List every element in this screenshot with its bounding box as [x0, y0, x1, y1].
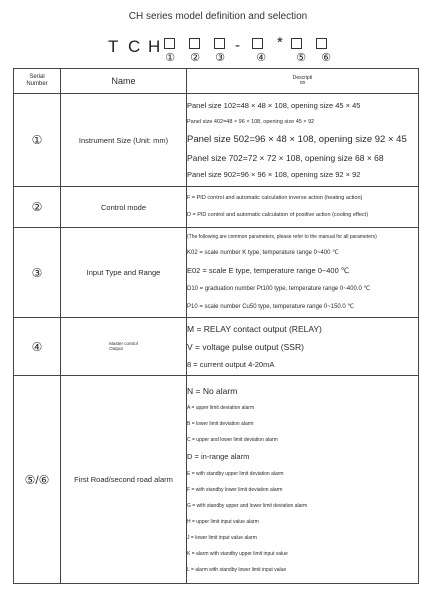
- description-line: D10 = graduation number Pt100 type, temperature range 0~400.0 ℃: [187, 285, 371, 292]
- row-name: First Road/second road alarm: [61, 376, 187, 584]
- description-line: K02 = scale number K type, temperature range 0~400 ℃: [187, 249, 339, 256]
- model-box-4: [252, 38, 263, 49]
- description-line: F = PID control and automatic calculation inverse action (heating action): [187, 195, 363, 201]
- row-serial: ⑤/⑥: [14, 376, 61, 584]
- description-line: A = upper limit deviation alarm: [187, 404, 255, 411]
- model-star: *: [277, 34, 283, 51]
- table-row-control-mode: [14, 187, 419, 228]
- model-box-5: [291, 38, 302, 49]
- description-line: Panel size 502=96 × 48 × 108, opening size 92 × 45: [187, 133, 407, 145]
- description-line: Panel size 702=72 × 72 × 108, opening size 68 × 68: [187, 152, 384, 163]
- model-position-6: ⑥: [321, 52, 331, 64]
- model-position-4: ④: [256, 52, 266, 64]
- model-letter-h: H: [148, 37, 161, 56]
- spec-table: [13, 68, 419, 584]
- description-line: Panel size 902=96 × 96 × 108, opening size 92 × 92: [187, 169, 361, 179]
- model-letter-t: T: [108, 37, 119, 56]
- model-box-6: [316, 38, 327, 49]
- row-name: Control mode: [61, 187, 187, 228]
- row-name: Instrument Size (Unit: mm): [61, 94, 187, 187]
- description-line: Panel size 402=48 × 96 × 108, opening size 45 × 92: [187, 118, 315, 125]
- description-line: F = with standby lower limit deviation alarm: [187, 486, 283, 493]
- model-box-2: [189, 38, 200, 49]
- page-title: CH series model definition and selection: [128, 11, 308, 22]
- description-line: (The following are common parameters, please refer to the manual for all parameters): [187, 233, 377, 240]
- description-line: J = lower limit input value alarm: [187, 534, 257, 541]
- row-description: [187, 228, 419, 318]
- model-box-3: [214, 38, 225, 49]
- row-serial: ①: [14, 94, 61, 187]
- description-line: D = in-range alarm: [187, 451, 250, 461]
- header-name: Name: [61, 69, 187, 94]
- description-line: Panel size 102=48 × 48 × 108, opening size 45 × 45: [187, 100, 361, 110]
- table-row-master-output: [14, 318, 419, 376]
- description-line: M = RELAY contact output (RELAY): [187, 323, 322, 334]
- row-description: [187, 318, 419, 376]
- table-row-alarm: [14, 376, 419, 584]
- description-line: D = PID control and automatic calculation of positive action (cooling effect): [187, 212, 369, 218]
- description-line: G = with standby upper and lower limit deviation alarm: [187, 502, 308, 509]
- description-line: L = alarm with standby lower limit input value: [187, 566, 287, 573]
- row-name: Input Type and Range: [61, 228, 187, 318]
- description-line: E = with standby upper limit deviation alarm: [187, 470, 284, 477]
- description-line: 8 = current output 4-20mA: [187, 359, 275, 369]
- description-line: K = alarm with standby upper limit input value: [187, 550, 288, 557]
- model-letter-c: C: [128, 37, 141, 56]
- description-line: V = voltage pulse output (SSR): [187, 341, 304, 352]
- description-line: P10 = scale number Cu50 type, temperature range 0~150.0 ℃: [187, 303, 355, 310]
- description-line: E02 = scale E type, temperature range 0~400 ℃: [187, 265, 350, 275]
- row-serial: ②: [14, 187, 61, 228]
- table-row-instrument-size: [14, 94, 419, 187]
- row-name: Master control Output: [61, 318, 187, 376]
- description-line: C = upper and lower limit deviation alarm: [187, 436, 278, 443]
- model-position-3: ③: [215, 52, 225, 64]
- row-description: [187, 94, 419, 187]
- description-line: B = lower limit deviation alarm: [187, 420, 254, 427]
- row-serial: ③: [14, 228, 61, 318]
- row-description: [187, 187, 419, 228]
- model-box-1: [164, 38, 175, 49]
- model-position-1: ①: [165, 52, 175, 64]
- table-header-row: [14, 69, 419, 94]
- row-description: [187, 376, 419, 584]
- description-line: H = upper limit input value alarm: [187, 518, 259, 525]
- table-row-input-type: [14, 228, 419, 318]
- model-position-2: ②: [190, 52, 200, 64]
- model-dash: -: [235, 37, 240, 54]
- header-serial: Serial Number: [14, 69, 61, 94]
- model-position-5: ⑤: [296, 52, 306, 64]
- header-description: Descripti on: [187, 69, 419, 94]
- row-serial: ④: [14, 318, 61, 376]
- description-line: N = No alarm: [187, 385, 238, 396]
